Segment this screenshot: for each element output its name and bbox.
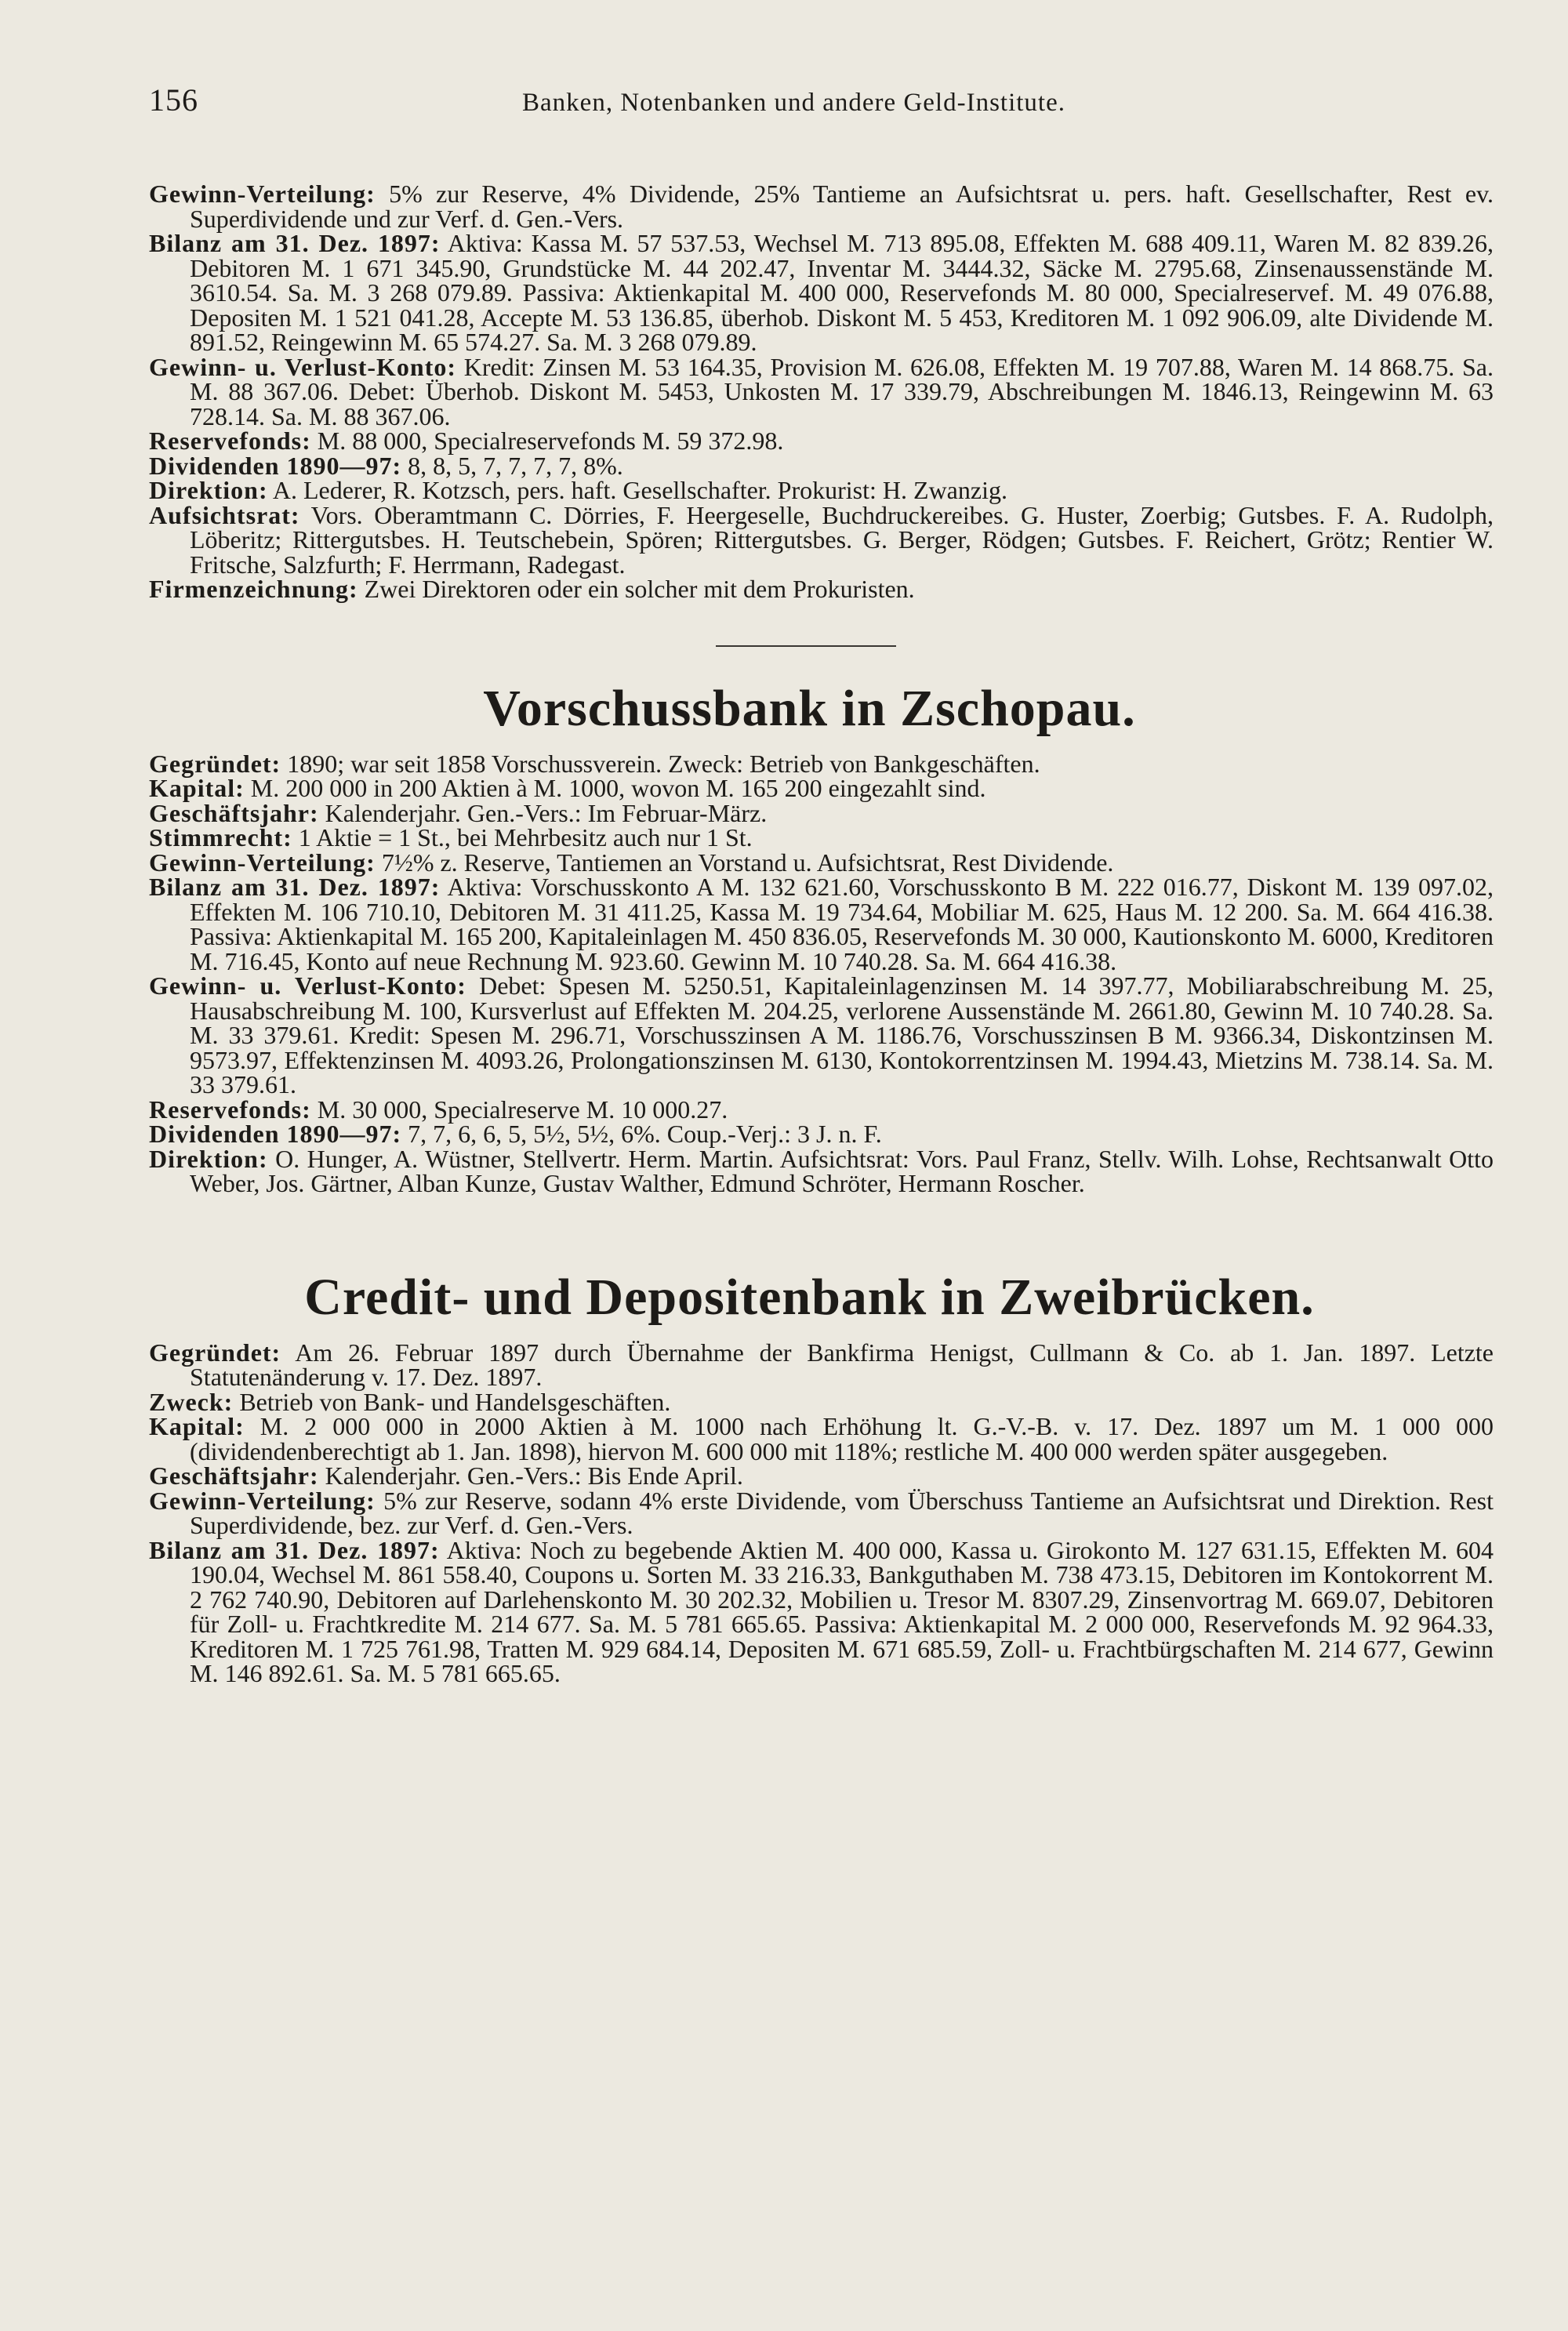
entry-firmenzeichnung <box>149 577 1494 602</box>
bank-title: Vorschussbank in Zschopau. <box>483 679 1136 737</box>
entry-key: Firmenzeichnung: <box>149 575 358 603</box>
section-credit-depositenbank-zweibruecken <box>149 1270 1494 1687</box>
entry-text: A. Lederer, R. Kotzsch, pers. haft. Gesellschafter. Prokurist: H. Zwanzig. <box>272 476 1007 504</box>
entry-text: M. 2 000 000 in 2000 Aktien à M. 1000 nach Erhöhung lt. G.-V.-B. v. 17. Dez. 1897 um M. 1 000 000 (dividendenberechtigt ab 1. Jan. 1898), hiervon M. 600 000 mit 118%; restliche M. 400 000 werden später ausgegeben. <box>190 1412 1494 1465</box>
entry-geschaeftsjahr <box>149 798 1494 827</box>
entry-text: 1 Aktie = 1 St., bei Mehrbesitz auch nur 1 St. <box>298 823 753 851</box>
entry-text: 5% zur Reserve, sodann 4% erste Dividende, vom Überschuss Tantieme an Aufsichtsrat und Direktion. Rest Superdividende, bez. zur Verf. d. Gen.-Vers. <box>190 1486 1494 1539</box>
entry-kapital <box>149 776 1494 801</box>
entry-text: Aktiva: Kassa M. 57 537.53, Wechsel M. 713 895.08, Effekten M. 688 409.11, Waren M. 82 839.26, Debitoren M. 1 671 345.90, Grundstücke M. 44 202.47, Inventar M. 3444.32, Säcke M. 2795.68, Zinsenaussenstände M. 3610.54. Sa. M. 3 268 079.89. Passiva: Aktienkapital M. 400 000, Reservefonds M. 80 000, Specialreservef. M. 49 076.88, Depositen M. 1 521 041.28, Accepte M. 53 136.85, überhob. Diskont M. 5 453, Kreditoren M. 1 092 906.09, alte Dividende M. 891.52, Reingewinn M. 65 574.27. Sa. M. 3 268 079.89. <box>190 229 1494 356</box>
entry-text: M. 30 000, Specialreserve M. 10 000.27. <box>317 1095 728 1124</box>
entry-text: Zwei Direktoren oder ein solcher mit dem Prokuristen. <box>364 575 915 603</box>
entry-gegruendet <box>149 749 1494 778</box>
entry-text: Aktiva: Vorschusskonto A M. 132 621.60, Vorschusskonto B M. 222 016.77, Diskont M. 139 097.02, Effekten M. 106 710.10, Debitoren M. 31 411.25, Kassa M. 19 734.64, Mobiliar M. 625, Haus M. 12 200. Sa. M. 664 416.38. Passiva: Aktienkapital M. 165 200, Kapitaleinlagen M. 450 836.05, Reservefonds M. 30 000, Kautionskonto M. 6000, Kreditoren M. 716.45, Konto auf neue Rechnung M. 923.60. Gewinn M. 10 740.28. Sa. M. 664 416.38. <box>190 873 1494 975</box>
entry-key: Dividenden 1890—97: <box>149 1120 402 1148</box>
entry-text: 5% zur Reserve, 4% Dividende, 25% Tantieme an Aufsichtsrat u. pers. haft. Gesellschafter, Rest ev. Superdividende und zur Verf. d. Gen.-Vers. <box>190 180 1494 233</box>
entry-gewinn-verteilung <box>149 848 1494 877</box>
entry-zweck <box>149 1387 1494 1416</box>
entry-key: Stimmrecht: <box>149 823 292 851</box>
entry-text: Betrieb von Bank- und Handelsgeschäften. <box>239 1387 671 1416</box>
section-divider <box>716 645 896 647</box>
entry-bilanz <box>149 1535 1494 1687</box>
entry-text: Am 26. Februar 1897 durch Übernahme der Bankfirma Henigst, Cullmann & Co. ab 1. Jan. 1897. Letzte Statutenänderung v. 17. Dez. 1897. <box>190 1338 1494 1391</box>
entry-text: Debet: Spesen M. 5250.51, Kapitaleinlagenzinsen M. 14 397.77, Mobiliarabschreibung M. 25, Hausabschreibung M. 100, Kursverlust auf Effekten M. 204.25, verlorene Aussenstände M. 2661.80, Gewinn M. 10 740.28. Sa. M. 33 379.61. Kredit: Spesen M. 296.71, Vorschusszinsen A M. 1186.76, Vorschusszinsen B M. 9366.34, Diskontzinsen M. 9573.97, Effektenzinsen M. 4093.26, Prolongationszinsen M. 6130, Kontokorrentzinsen M. 1994.43, Mietzins M. 738.14. Sa. M. 33 379.61. <box>190 971 1494 1098</box>
entry-gewinn-verlust-konto <box>149 352 1494 430</box>
entry-key: Bilanz am 31. Dez. 1897: <box>149 229 441 257</box>
entry-key: Gegründet: <box>149 1338 281 1367</box>
section-continued-bank <box>149 182 1494 602</box>
entry-key: Reservefonds: <box>149 1095 311 1124</box>
entry-bilanz <box>149 231 1494 355</box>
entry-reservefonds <box>149 1095 1494 1124</box>
entry-gewinn-verteilung <box>149 182 1494 231</box>
entry-stimmrecht <box>149 823 1494 851</box>
entry-reservefonds <box>149 429 1494 454</box>
entry-kapital <box>149 1414 1494 1464</box>
entry-key: Gewinn- u. Verlust-Konto: <box>149 352 457 381</box>
section-vorschussbank-zschopau <box>149 681 1494 1196</box>
entry-key: Geschäftsjahr: <box>149 1461 319 1490</box>
entry-text: 1890; war seit 1858 Vorschussverein. Zweck: Betrieb von Bankgeschäften. <box>287 749 1040 778</box>
entry-dividenden <box>149 451 1494 480</box>
entry-text: 7, 7, 6, 6, 5, 5½, 5½, 6%. Coup.-Verj.: 3 J. n. F. <box>408 1120 882 1148</box>
entry-text: 8, 8, 5, 7, 7, 7, 7, 8%. <box>408 451 623 480</box>
entry-text: Kalenderjahr. Gen.-Vers.: Bis Ende April. <box>325 1461 743 1490</box>
entry-key: Kapital: <box>149 774 245 802</box>
entry-text: Kalenderjahr. Gen.-Vers.: Im Februar-März. <box>325 798 768 827</box>
entry-key: Dividenden 1890—97: <box>149 451 402 480</box>
entry-key: Gewinn-Verteilung: <box>149 180 376 208</box>
entry-gegruendet <box>149 1338 1494 1391</box>
entry-key: Gewinn- u. Verlust-Konto: <box>149 971 466 1000</box>
entry-key: Aufsichtsrat: <box>149 500 300 529</box>
entry-text: 7½% z. Reserve, Tantiemen an Vorstand u. Aufsichtsrat, Rest Dividende. <box>381 848 1114 877</box>
entry-text: O. Hunger, A. Wüstner, Stellvertr. Herm. Martin. Aufsichtsrat: Vors. Paul Franz, Stellv. Wilh. Lohse, Rechtsanwalt Otto Weber, Jos. Gärtner, Alban Kunze, Gustav Walther, Edmund Schröter, Hermann Roscher. <box>190 1144 1494 1197</box>
page-header <box>149 82 1494 129</box>
bank-title: Credit- und Depositenbank in Zweibrücken. <box>304 1268 1315 1326</box>
entry-text: Kredit: Zinsen M. 53 164.35, Provision M. 626.08, Effekten M. 19 707.88, Waren M. 14 868.75. Sa. M. 88 367.06. Debet: Überhob. Diskont M. 5453, Unkosten M. 17 339.79, Abschreibungen M. 1846.13, Reingewinn M. 63 728.14. Sa. M. 88 367.06. <box>190 352 1494 430</box>
entry-key: Kapital: <box>149 1412 245 1440</box>
entry-key: Zweck: <box>149 1387 234 1416</box>
entry-gewinn-verteilung <box>149 1486 1494 1539</box>
entry-bilanz <box>149 875 1494 974</box>
entry-key: Gegründet: <box>149 749 281 778</box>
entry-key: Gewinn-Verteilung: <box>149 1486 376 1515</box>
entry-key: Reservefonds: <box>149 427 311 455</box>
entry-key: Direktion: <box>149 476 268 504</box>
entry-text: M. 200 000 in 200 Aktien à M. 1000, wovon M. 165 200 eingezahlt sind. <box>250 774 986 802</box>
page-number: 156 <box>149 82 198 118</box>
entry-text: Vors. Oberamtmann C. Dörries, F. Heergeselle, Buchdruckereibes. G. Huster, Zoerbig; Gutsbes. F. A. Rudolph, Löberitz; Rittergutsbes. H. Teutschebein, Spören; Rittergutsbes. G. Berger, Rödgen; Gutsbes. F. Reichert, Grötz; Rentier W. Fritsche, Salzfurth; F. Herrmann, Radegast. <box>190 500 1494 579</box>
entry-text: M. 88 000, Specialreservefonds M. 59 372.98. <box>317 427 784 455</box>
entry-key: Gewinn-Verteilung: <box>149 848 376 877</box>
entry-geschaeftsjahr <box>149 1461 1494 1490</box>
entry-key: Geschäftsjahr: <box>149 798 319 827</box>
running-title: Banken, Notenbanken und andere Geld-Institute. <box>522 89 1065 117</box>
entry-direktion <box>149 478 1494 503</box>
entry-key: Bilanz am 31. Dez. 1897: <box>149 873 441 901</box>
entry-gewinn-verlust-konto <box>149 971 1494 1098</box>
entry-key: Bilanz am 31. Dez. 1897: <box>149 1535 440 1564</box>
entry-aufsichtsrat <box>149 500 1494 579</box>
entry-text: Aktiva: Noch zu begebende Aktien M. 400 000, Kassa u. Girokonto M. 127 631.15, Effekten M. 604 190.04, Wechsel M. 861 558.40, Coupons u. Sorten M. 33 216.33, Bankguthaben M. 738 473.15, Debitoren im Kontokorrent M. 2 762 740.90, Debitoren auf Darlehenskonto M. 30 202.32, Mobilien u. Tresor M. 8307.29, Zinsenvortrag M. 669.07, Debitoren für Zoll- u. Frachtkredite M. 214 677. Sa. M. 5 781 665.65. Passiva: Aktienkapital M. 2 000 000, Reservefonds M. 92 964.33, Kreditoren M. 1 725 761.98, Tratten M. 929 684.14, Depositen M. 671 685.59, Zoll- u. Frachtbürgschaften M. 214 677, Gewinn M. 146 892.61. Sa. M. 5 781 665.65. <box>190 1535 1494 1687</box>
entry-direktion <box>149 1144 1494 1197</box>
entry-key: Direktion: <box>149 1144 268 1173</box>
entry-dividenden <box>149 1122 1494 1147</box>
